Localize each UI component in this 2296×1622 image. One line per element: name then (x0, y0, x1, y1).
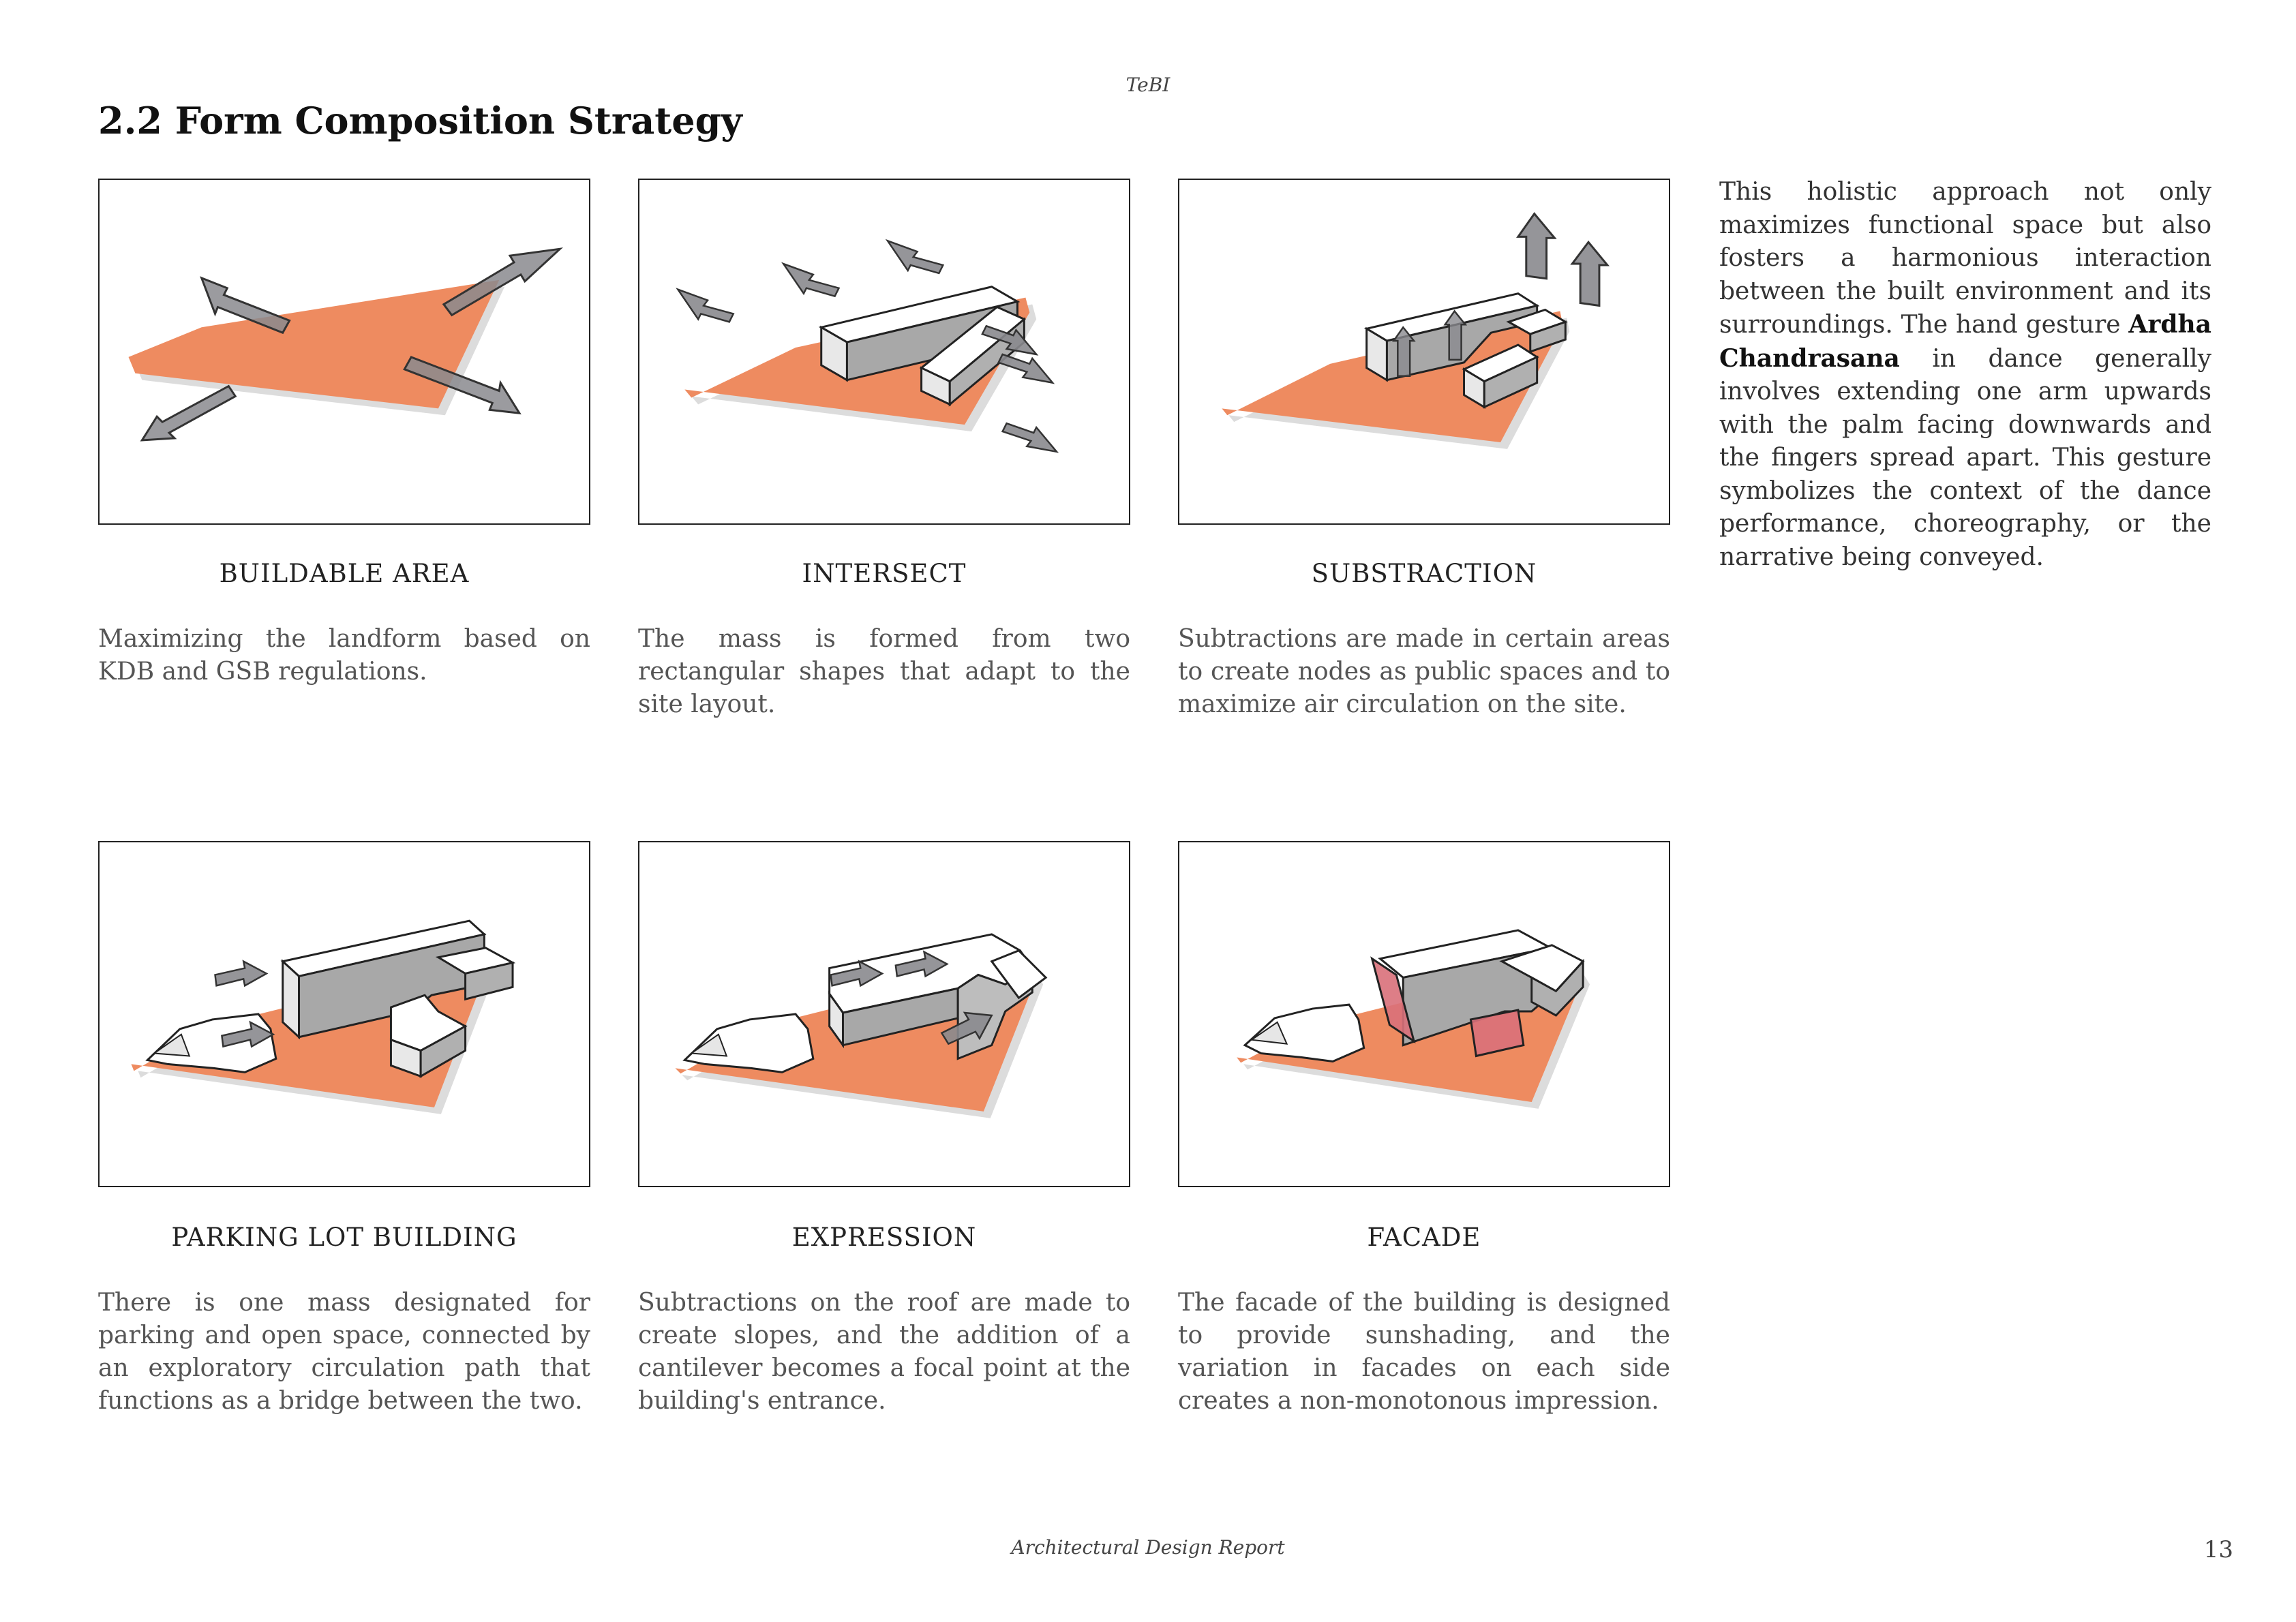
site-plot (129, 280, 500, 409)
panel-description: Subtractions on the roof are made to create slopes, and the addition of a cantilever becomes a focal point at the building's entrance. (638, 1289, 1130, 1415)
arrow-icon (1518, 214, 1555, 279)
panel-description: Maximizing the landform based on KDB and GSB regulations. (98, 625, 590, 686)
side-paragraph-end: in dance generally involves extending one arm upwards with the palm facing downwards and the fingers spread apart. This gesture symbolizes the context of the dance performance, choreography, or the narrative being conveyed. (1719, 344, 2211, 571)
arrow-icon (142, 386, 235, 440)
arrow-icon (215, 962, 267, 986)
intersect-diagram (639, 180, 1129, 523)
building-mass (283, 962, 299, 1037)
side-paragraph (1719, 176, 2211, 574)
panel-intersect (638, 179, 1130, 525)
page-title: 2.2 Form Composition Strategy (98, 99, 742, 142)
panel-caption: FACADE (1367, 1223, 1481, 1252)
panel-caption: PARKING LOT BUILDING (171, 1223, 517, 1252)
parking-lot-building-diagram (100, 842, 589, 1186)
panel-caption: BUILDABLE AREA (219, 559, 470, 588)
panel-description: The facade of the building is designed to provide sunshading, and the variation in facades on each side creates a non-monotonous impression. (1178, 1289, 1670, 1415)
panel-parking-lot-building (98, 841, 590, 1187)
panel-caption: SUBSTRACTION (1311, 559, 1537, 588)
side-paragraph-start: This holistic approach not only maximizes functional space but also fosters a harmonious interaction between the built environment and its surroundings. The hand gesture (1719, 178, 2211, 339)
panel-caption: EXPRESSION (791, 1223, 977, 1252)
buildable-area-diagram (100, 180, 589, 523)
arrow-icon (1003, 423, 1057, 452)
panel-caption: INTERSECT (802, 559, 967, 588)
arrow-icon (444, 249, 560, 315)
panel-description: The mass is formed from two rectangular shapes that adapt to the site layout. (638, 625, 1130, 718)
panel-description: There is one mass designated for parking and open space, connected by an exploratory circulation path that functions as a bridge between the two. (98, 1289, 590, 1415)
panel-expression (638, 841, 1130, 1187)
arrow-icon (888, 241, 943, 273)
substraction-diagram (1179, 180, 1669, 523)
page-number: 13 (2203, 1536, 2233, 1563)
arrow-icon (1572, 242, 1607, 305)
footer-label: Architectural Design Report (1011, 1536, 1285, 1559)
header-label: TeBI (1126, 74, 1170, 96)
expression-diagram (639, 842, 1129, 1186)
gesture-name: Ardha Chandrasana (1719, 310, 2211, 373)
arrow-icon (783, 264, 839, 296)
panel-buildable-area (98, 179, 590, 525)
panel-facade (1178, 841, 1670, 1187)
panel-description: Subtractions are made in certain areas to create nodes as public spaces and to maximize air circulation on the site. (1178, 625, 1670, 718)
arrow-icon (678, 290, 733, 322)
facade-diagram (1179, 842, 1669, 1186)
panel-substraction (1178, 179, 1670, 525)
parking-mass (684, 1014, 813, 1072)
